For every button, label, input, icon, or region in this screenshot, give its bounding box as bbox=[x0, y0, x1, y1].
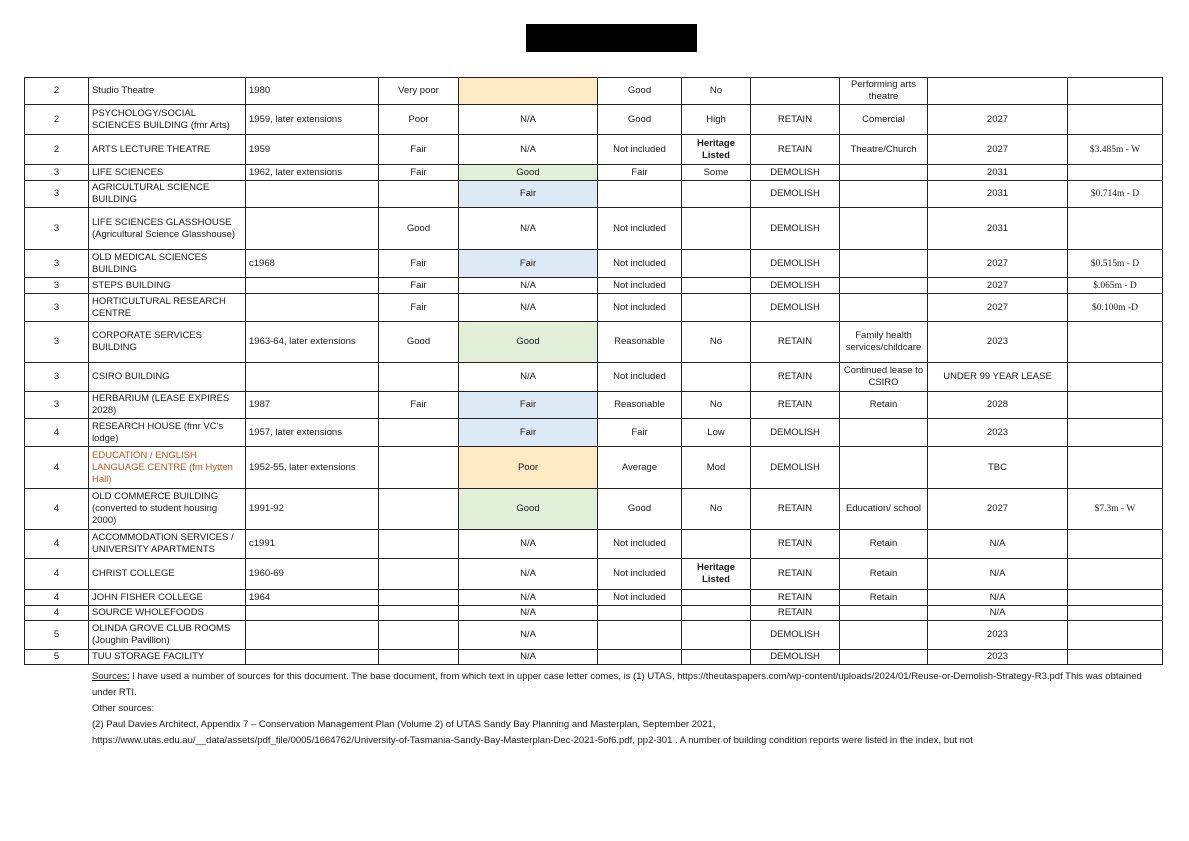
building-name-cell: OLINDA GROVE CLUB ROOMS (Joughin Pavillion) bbox=[89, 621, 246, 650]
action-cell: RETAIN bbox=[751, 322, 840, 363]
table-row bbox=[25, 250, 1163, 278]
action-cell: DEMOLISH bbox=[751, 165, 840, 181]
building-name-cell: STEPS BUILDING bbox=[89, 278, 246, 294]
table-row bbox=[25, 322, 1163, 363]
year-cell: 1959, later extensions bbox=[246, 105, 379, 135]
future-use-cell: Education/ school bbox=[840, 489, 928, 530]
condition-cell: Good bbox=[379, 208, 459, 250]
action-cell: DEMOLISH bbox=[751, 419, 840, 447]
heritage-cell bbox=[682, 250, 751, 278]
condition-cell bbox=[379, 590, 459, 606]
action-cell: RETAIN bbox=[751, 392, 840, 419]
heritage-cell bbox=[682, 606, 751, 621]
building-name-cell: HERBARIUM (LEASE EXPIRES 2028) bbox=[89, 392, 246, 419]
rating-cell: Fair bbox=[459, 392, 598, 419]
cost-cell bbox=[1068, 208, 1163, 250]
zone-cell: 5 bbox=[25, 650, 89, 665]
year-cell: 1964 bbox=[246, 590, 379, 606]
state-cell: Not included bbox=[598, 559, 682, 590]
state-cell bbox=[598, 621, 682, 650]
zone-cell: 3 bbox=[25, 363, 89, 392]
action-cell: RETAIN bbox=[751, 489, 840, 530]
rating-cell: Poor bbox=[459, 447, 598, 489]
heritage-cell bbox=[682, 650, 751, 665]
action-cell: DEMOLISH bbox=[751, 650, 840, 665]
state-cell: Average bbox=[598, 447, 682, 489]
zone-cell: 3 bbox=[25, 278, 89, 294]
state-cell: Good bbox=[598, 78, 682, 105]
zone-cell: 3 bbox=[25, 165, 89, 181]
cost-cell bbox=[1068, 322, 1163, 363]
zone-cell: 4 bbox=[25, 489, 89, 530]
future-use-cell bbox=[840, 250, 928, 278]
state-cell: Reasonable bbox=[598, 322, 682, 363]
year-cell: 1963-64, later extensions bbox=[246, 322, 379, 363]
date-cell: 2023 bbox=[928, 322, 1068, 363]
date-cell: 2028 bbox=[928, 392, 1068, 419]
date-cell: TBC bbox=[928, 447, 1068, 489]
state-cell: Not included bbox=[598, 294, 682, 322]
cost-cell bbox=[1068, 590, 1163, 606]
cost-cell bbox=[1068, 419, 1163, 447]
year-cell bbox=[246, 181, 379, 208]
building-name-cell: CHRIST COLLEGE bbox=[89, 559, 246, 590]
zone-cell: 4 bbox=[25, 447, 89, 489]
building-name-cell: CSIRO BUILDING bbox=[89, 363, 246, 392]
table-row bbox=[25, 530, 1163, 559]
action-cell: RETAIN bbox=[751, 590, 840, 606]
rating-cell: N/A bbox=[459, 559, 598, 590]
future-use-cell bbox=[840, 165, 928, 181]
date-cell: 2027 bbox=[928, 294, 1068, 322]
condition-cell: Fair bbox=[379, 250, 459, 278]
state-cell: Good bbox=[598, 489, 682, 530]
rating-cell: N/A bbox=[459, 621, 598, 650]
building-name-cell: OLD MEDICAL SCIENCES BUILDING bbox=[89, 250, 246, 278]
zone-cell: 3 bbox=[25, 322, 89, 363]
year-cell: c1968 bbox=[246, 250, 379, 278]
heritage-cell bbox=[682, 621, 751, 650]
table-row bbox=[25, 78, 1163, 105]
condition-cell bbox=[379, 559, 459, 590]
building-name-cell: Studio Theatre bbox=[89, 78, 246, 105]
future-use-cell bbox=[840, 278, 928, 294]
table-row bbox=[25, 165, 1163, 181]
date-cell: 2023 bbox=[928, 650, 1068, 665]
rating-cell: Good bbox=[459, 322, 598, 363]
future-use-cell: Comercial bbox=[840, 105, 928, 135]
year-cell bbox=[246, 278, 379, 294]
action-cell: DEMOLISH bbox=[751, 250, 840, 278]
building-name-cell: JOHN FISHER COLLEGE bbox=[89, 590, 246, 606]
action-cell: RETAIN bbox=[751, 135, 840, 165]
sources-text: I have used a number of sources for this document. The base document, from which text in upper case letter comes, is (1) UTAS, https://theutaspapers.com/wp-content/uploads/2024/01/Reuse-or-Demolish-Strategy-R3.pdf This was obtained under RTI. bbox=[92, 671, 1142, 698]
heritage-cell bbox=[682, 530, 751, 559]
state-cell: Not included bbox=[598, 363, 682, 392]
year-cell: 1957, later extensions bbox=[246, 419, 379, 447]
date-cell: 2027 bbox=[928, 105, 1068, 135]
building-name-cell: AGRICULTURAL SCIENCE BUILDING bbox=[89, 181, 246, 208]
state-cell: Not included bbox=[598, 250, 682, 278]
condition-cell bbox=[379, 447, 459, 489]
condition-cell bbox=[379, 181, 459, 208]
condition-cell: Good bbox=[379, 322, 459, 363]
year-cell bbox=[246, 363, 379, 392]
state-cell: Not included bbox=[598, 135, 682, 165]
rating-cell: N/A bbox=[459, 606, 598, 621]
rating-cell: N/A bbox=[459, 363, 598, 392]
state-cell: Fair bbox=[598, 165, 682, 181]
action-cell: DEMOLISH bbox=[751, 278, 840, 294]
state-cell bbox=[598, 650, 682, 665]
condition-cell: Fair bbox=[379, 294, 459, 322]
table-row bbox=[25, 447, 1163, 489]
zone-cell: 2 bbox=[25, 135, 89, 165]
condition-cell bbox=[379, 419, 459, 447]
rating-cell: N/A bbox=[459, 208, 598, 250]
rating-cell: N/A bbox=[459, 294, 598, 322]
cost-cell: $0.515m - D bbox=[1068, 250, 1163, 278]
rating-cell: Good bbox=[459, 489, 598, 530]
other-sources-label: Other sources: bbox=[92, 703, 155, 714]
cost-cell bbox=[1068, 530, 1163, 559]
date-cell: 2027 bbox=[928, 250, 1068, 278]
date-cell: N/A bbox=[928, 590, 1068, 606]
future-use-cell: Continued lease to CSIRO bbox=[840, 363, 928, 392]
zone-cell: 3 bbox=[25, 294, 89, 322]
sources-label: Sources: bbox=[92, 671, 130, 682]
rating-cell bbox=[459, 78, 598, 105]
future-use-cell bbox=[840, 650, 928, 665]
future-use-cell: Retain bbox=[840, 590, 928, 606]
source-line-3: https://www.utas.edu.au/__data/assets/pdf_file/0005/1664762/University-of-Tasmania-Sandy-Bay-Masterplan-Dec-2021-5of6.pdf, pp2-301 . A number of building condition reports were listed in the index, but not bbox=[92, 735, 973, 746]
zone-cell: 2 bbox=[25, 78, 89, 105]
heritage-cell: No bbox=[682, 489, 751, 530]
zone-cell: 4 bbox=[25, 419, 89, 447]
cost-cell: $0.100m -D bbox=[1068, 294, 1163, 322]
cost-cell bbox=[1068, 165, 1163, 181]
zone-cell: 5 bbox=[25, 621, 89, 650]
date-cell: N/A bbox=[928, 559, 1068, 590]
cost-cell bbox=[1068, 559, 1163, 590]
table-row bbox=[25, 105, 1163, 135]
table-row bbox=[25, 621, 1163, 650]
year-cell bbox=[246, 208, 379, 250]
table-row bbox=[25, 489, 1163, 530]
date-cell: N/A bbox=[928, 606, 1068, 621]
heritage-cell bbox=[682, 294, 751, 322]
action-cell: DEMOLISH bbox=[751, 447, 840, 489]
heritage-cell: High bbox=[682, 105, 751, 135]
condition-cell bbox=[379, 363, 459, 392]
table-row bbox=[25, 392, 1163, 419]
heritage-cell bbox=[682, 278, 751, 294]
state-cell: Not included bbox=[598, 590, 682, 606]
state-cell: Good bbox=[598, 105, 682, 135]
heritage-cell bbox=[682, 181, 751, 208]
cost-cell: $7.3m - W bbox=[1068, 489, 1163, 530]
action-cell: DEMOLISH bbox=[751, 621, 840, 650]
heritage-cell bbox=[682, 208, 751, 250]
redaction-bar bbox=[526, 24, 697, 52]
rating-cell: Fair bbox=[459, 250, 598, 278]
future-use-cell: Retain bbox=[840, 530, 928, 559]
condition-cell: Fair bbox=[379, 135, 459, 165]
future-use-cell bbox=[840, 208, 928, 250]
future-use-cell bbox=[840, 606, 928, 621]
future-use-cell: Performing arts theatre bbox=[840, 78, 928, 105]
date-cell: 2027 bbox=[928, 278, 1068, 294]
heritage-cell bbox=[682, 363, 751, 392]
rating-cell: N/A bbox=[459, 530, 598, 559]
condition-cell bbox=[379, 530, 459, 559]
building-name-cell: LIFE SCIENCES GLASSHOUSE (Agricultural Science Glasshouse) bbox=[89, 208, 246, 250]
heritage-cell: No bbox=[682, 392, 751, 419]
rating-cell: Good bbox=[459, 165, 598, 181]
heritage-cell: Low bbox=[682, 419, 751, 447]
date-cell: 2031 bbox=[928, 181, 1068, 208]
building-name-cell: TUU STORAGE FACILITY bbox=[89, 650, 246, 665]
state-cell: Not included bbox=[598, 278, 682, 294]
date-cell: 2031 bbox=[928, 208, 1068, 250]
action-cell: RETAIN bbox=[751, 606, 840, 621]
cost-cell: $3.485m - W bbox=[1068, 135, 1163, 165]
table-row bbox=[25, 135, 1163, 165]
action-cell: DEMOLISH bbox=[751, 181, 840, 208]
building-table bbox=[24, 77, 1163, 665]
date-cell bbox=[928, 78, 1068, 105]
table-row bbox=[25, 363, 1163, 392]
heritage-cell bbox=[682, 590, 751, 606]
zone-cell: 2 bbox=[25, 105, 89, 135]
future-use-cell bbox=[840, 419, 928, 447]
cost-cell bbox=[1068, 447, 1163, 489]
zone-cell: 3 bbox=[25, 208, 89, 250]
building-name-cell: EDUCATION / ENGLISH LANGUAGE CENTRE (fm Hytten Hall) bbox=[89, 447, 246, 489]
date-cell: 2027 bbox=[928, 135, 1068, 165]
rating-cell: N/A bbox=[459, 105, 598, 135]
action-cell: RETAIN bbox=[751, 363, 840, 392]
rating-cell: N/A bbox=[459, 278, 598, 294]
table-row bbox=[25, 278, 1163, 294]
condition-cell bbox=[379, 650, 459, 665]
state-cell bbox=[598, 181, 682, 208]
future-use-cell: Retain bbox=[840, 559, 928, 590]
building-name-cell: CORPORATE SERVICES BUILDING bbox=[89, 322, 246, 363]
future-use-cell bbox=[840, 294, 928, 322]
zone-cell: 4 bbox=[25, 590, 89, 606]
year-cell bbox=[246, 606, 379, 621]
rating-cell: N/A bbox=[459, 650, 598, 665]
zone-cell: 3 bbox=[25, 250, 89, 278]
future-use-cell: Retain bbox=[840, 392, 928, 419]
zone-cell: 4 bbox=[25, 606, 89, 621]
date-cell: 2023 bbox=[928, 419, 1068, 447]
cost-cell bbox=[1068, 78, 1163, 105]
table-row bbox=[25, 419, 1163, 447]
zone-cell: 3 bbox=[25, 392, 89, 419]
sources-notes bbox=[92, 669, 1162, 749]
date-cell: N/A bbox=[928, 530, 1068, 559]
action-cell: DEMOLISH bbox=[751, 208, 840, 250]
zone-cell: 4 bbox=[25, 530, 89, 559]
condition-cell bbox=[379, 489, 459, 530]
rating-cell: N/A bbox=[459, 135, 598, 165]
building-name-cell: LIFE SCIENCES bbox=[89, 165, 246, 181]
year-cell bbox=[246, 621, 379, 650]
table-row bbox=[25, 208, 1163, 250]
table-row bbox=[25, 181, 1163, 208]
building-name-cell: PSYCHOLOGY/SOCIAL SCIENCES BUILDING (fmr Arts) bbox=[89, 105, 246, 135]
heritage-cell: Some bbox=[682, 165, 751, 181]
source-line-2: (2) Paul Davies Architect, Appendix 7 – Conservation Management Plan (Volume 2) of UTAS Sandy Bay Planning and Masterplan, September 2021, bbox=[92, 719, 716, 730]
year-cell: 1987 bbox=[246, 392, 379, 419]
action-cell bbox=[751, 78, 840, 105]
future-use-cell: Theatre/Church bbox=[840, 135, 928, 165]
building-name-cell: ACCOMMODATION SERVICES / UNIVERSITY APARTMENTS bbox=[89, 530, 246, 559]
table-row bbox=[25, 650, 1163, 665]
future-use-cell bbox=[840, 181, 928, 208]
building-name-cell: HORTICULTURAL RESEARCH CENTRE bbox=[89, 294, 246, 322]
zone-cell: 3 bbox=[25, 181, 89, 208]
condition-cell bbox=[379, 621, 459, 650]
heritage-cell: Heritage Listed bbox=[682, 135, 751, 165]
state-cell: Fair bbox=[598, 419, 682, 447]
cost-cell bbox=[1068, 650, 1163, 665]
cost-cell bbox=[1068, 621, 1163, 650]
building-name-cell: SOURCE WHOLEFOODS bbox=[89, 606, 246, 621]
cost-cell: $0.714m - D bbox=[1068, 181, 1163, 208]
rating-cell: Fair bbox=[459, 419, 598, 447]
state-cell: Not included bbox=[598, 530, 682, 559]
state-cell bbox=[598, 606, 682, 621]
zone-cell: 4 bbox=[25, 559, 89, 590]
rating-cell: N/A bbox=[459, 590, 598, 606]
cost-cell bbox=[1068, 392, 1163, 419]
action-cell: DEMOLISH bbox=[751, 294, 840, 322]
cost-cell bbox=[1068, 105, 1163, 135]
heritage-cell: Mod bbox=[682, 447, 751, 489]
year-cell: 1991-92 bbox=[246, 489, 379, 530]
building-name-cell: OLD COMMERCE BUILDING (converted to student housing 2000) bbox=[89, 489, 246, 530]
year-cell: 1980 bbox=[246, 78, 379, 105]
year-cell: 1962, later extensions bbox=[246, 165, 379, 181]
state-cell: Reasonable bbox=[598, 392, 682, 419]
state-cell: Not included bbox=[598, 208, 682, 250]
future-use-cell bbox=[840, 447, 928, 489]
date-cell: UNDER 99 YEAR LEASE bbox=[928, 363, 1068, 392]
condition-cell: Poor bbox=[379, 105, 459, 135]
table-row bbox=[25, 559, 1163, 590]
cost-cell: $.065m - D bbox=[1068, 278, 1163, 294]
action-cell: RETAIN bbox=[751, 559, 840, 590]
year-cell bbox=[246, 650, 379, 665]
action-cell: RETAIN bbox=[751, 530, 840, 559]
year-cell: 1959 bbox=[246, 135, 379, 165]
building-name-cell: ARTS LECTURE THEATRE bbox=[89, 135, 246, 165]
condition-cell: Very poor bbox=[379, 78, 459, 105]
heritage-cell: Heritage Listed bbox=[682, 559, 751, 590]
year-cell: 1952-55, later extensions bbox=[246, 447, 379, 489]
date-cell: 2027 bbox=[928, 489, 1068, 530]
condition-cell: Fair bbox=[379, 392, 459, 419]
condition-cell bbox=[379, 606, 459, 621]
future-use-cell bbox=[840, 621, 928, 650]
cost-cell bbox=[1068, 606, 1163, 621]
date-cell: 2023 bbox=[928, 621, 1068, 650]
condition-cell: Fair bbox=[379, 165, 459, 181]
heritage-cell: No bbox=[682, 78, 751, 105]
heritage-cell: No bbox=[682, 322, 751, 363]
rating-cell: Fair bbox=[459, 181, 598, 208]
year-cell: c1991 bbox=[246, 530, 379, 559]
table-row bbox=[25, 590, 1163, 606]
condition-cell: Fair bbox=[379, 278, 459, 294]
year-cell: 1960-69 bbox=[246, 559, 379, 590]
future-use-cell: Family health services/childcare bbox=[840, 322, 928, 363]
cost-cell bbox=[1068, 363, 1163, 392]
date-cell: 2031 bbox=[928, 165, 1068, 181]
sources-paragraph bbox=[92, 669, 1162, 701]
year-cell bbox=[246, 294, 379, 322]
action-cell: RETAIN bbox=[751, 105, 840, 135]
table-row bbox=[25, 606, 1163, 621]
building-name-cell: RESEARCH HOUSE (fmr VC's lodge) bbox=[89, 419, 246, 447]
table-row bbox=[25, 294, 1163, 322]
